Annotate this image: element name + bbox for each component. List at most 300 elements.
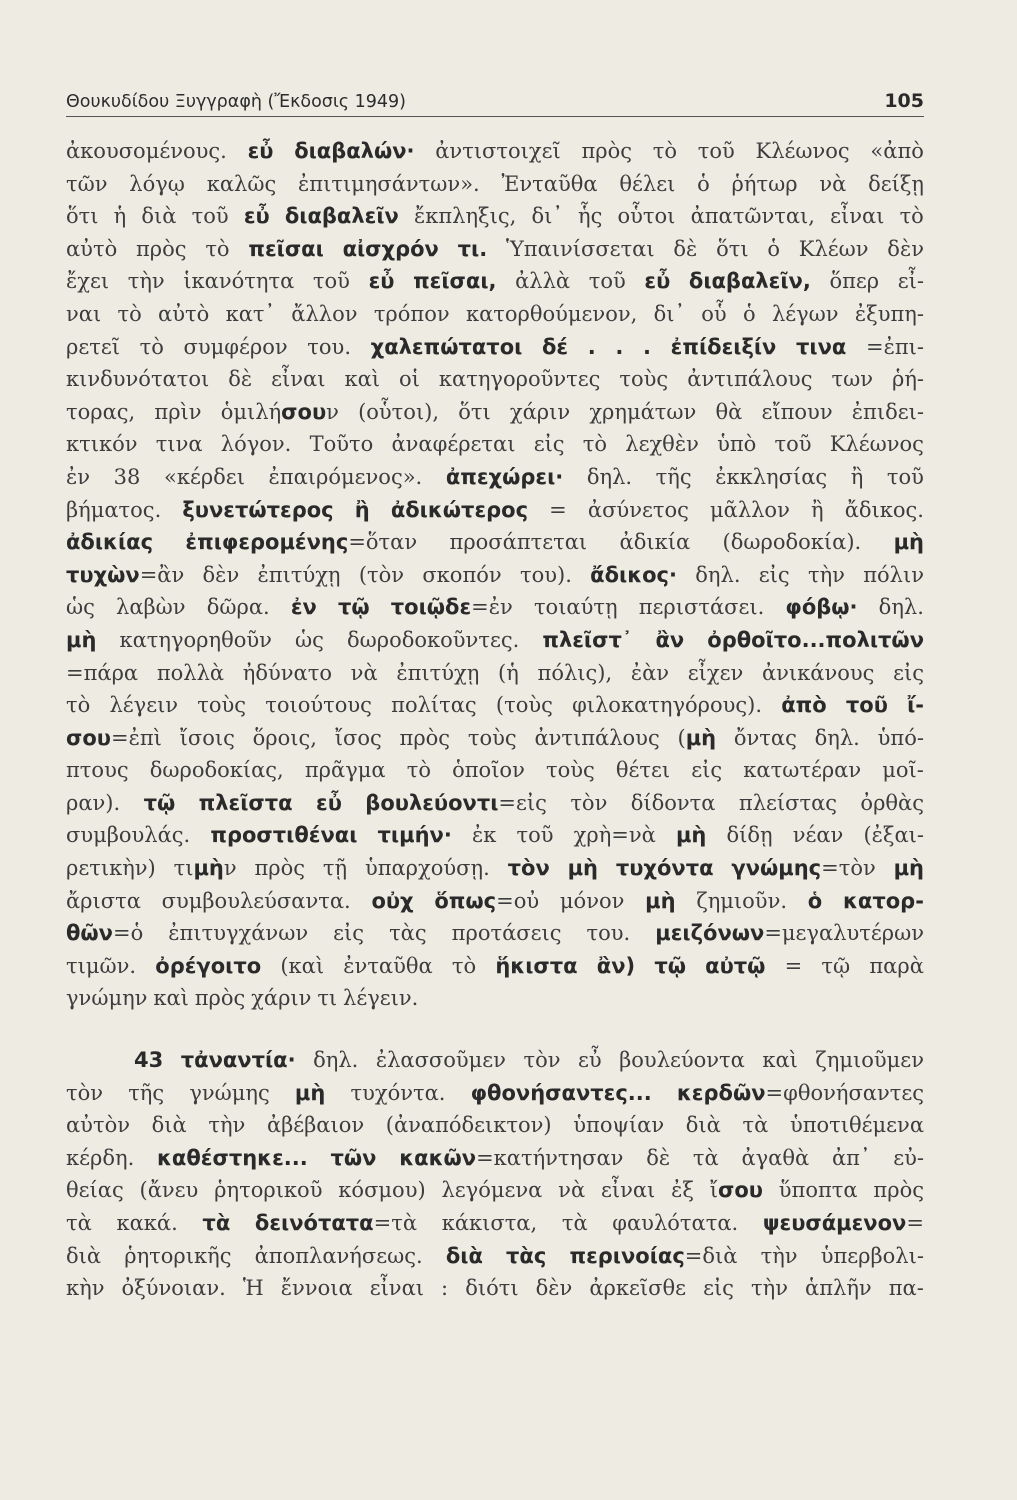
word: τὸ [652,139,678,163]
word: των [831,367,873,392]
word [643,331,651,364]
lemma-term: ἀπεχώρει· [445,464,564,489]
word: τοιούτους [265,693,372,718]
word: παρὰ [869,953,924,978]
text-line [66,298,924,331]
word: διὰ [151,1113,187,1138]
lemma-term: τοιῷδε [390,595,472,620]
lemma-term: τὰς [506,1243,547,1268]
word: τρόπον [373,301,450,326]
word: = [784,953,803,978]
word: κινδυνότατοι [66,367,210,392]
word [371,331,523,364]
word: ὑπερβολι- [820,1243,924,1268]
word [597,950,635,983]
word: ὡς [295,627,324,652]
word: ἐὰν [630,660,670,685]
word: δὲν [535,1276,573,1301]
word: εἶναι [830,204,885,229]
word: χάριν [251,986,312,1011]
lemma-term: . [587,334,596,359]
word: ἀσύνετος [587,497,689,522]
word: 38 [113,464,141,489]
lemma-term: ἀδικίας [66,530,154,555]
word: ἀδικία [619,530,691,555]
word [689,265,811,298]
word: τὴν [208,1113,246,1138]
lemma-term: ἐν [290,595,317,620]
word: κατ᾽ [225,301,275,326]
word: ἀντιπάλους [534,725,660,750]
lemma-term: κακῶν [399,1145,477,1170]
word: Ὑπαινίσσεται [505,236,655,261]
word: καὶ [762,1048,798,1073]
word [506,1240,546,1273]
word: ὑποτιθέμενα [789,1113,924,1138]
word [355,494,370,527]
word: τῇ [322,856,348,881]
word: τὸ [66,693,91,718]
commentary-text [66,135,924,1305]
word [808,885,822,918]
word: τὰ [561,1211,588,1235]
word: ἐξ [671,1178,694,1203]
word: ὑπαρχούσῃ. [364,856,490,881]
word: τῶν [66,171,108,196]
word: (ἄνευ [139,1178,199,1203]
text-line [66,754,924,787]
word: τιμῶν. [66,953,137,978]
text-line [66,624,924,657]
word [894,526,924,559]
word: θέτει [615,758,671,783]
lemma-term: διαβαλεῖν, [688,269,811,294]
word: φιλοκατηγόρους). [572,693,763,718]
word: του. [307,334,351,359]
lemma-term: διαβαλεῖν [284,204,399,229]
word: ὡς [66,595,95,620]
word: ὅροις, [252,725,317,750]
lemma-term: ἀδικώτερος [390,497,529,522]
word: νέαν [792,823,844,848]
lemma-term: τἀναντία· [180,1048,296,1073]
lemma-term: κερδῶν [676,1080,766,1105]
word: πρᾶγμα [304,758,386,783]
word [542,331,568,364]
word: ἠδύνατο [242,660,332,685]
word: Κλέωνος [755,139,850,163]
word: κερδῶν=φθονήσαντες [676,1080,924,1105]
word: του). [519,562,572,587]
word: (τοὺς [495,693,553,718]
word: τὰς [389,921,427,946]
word: δι᾽ [531,204,563,229]
word: ἐπιτιμησάντων». [298,171,480,196]
lemma-term: εὖ [644,269,671,294]
word: τὴν [127,269,165,294]
lemma-term: περινοίας [569,1243,685,1268]
word: ἀγαθὰ [741,1145,810,1170]
text-line [66,396,924,429]
lemma-term: τῶν [330,1145,377,1170]
word: τὸ [205,236,230,261]
lemma-term: πλεῖστα [198,790,293,815]
word: (ἡ [498,660,519,685]
word: τὸ [451,953,477,978]
word: κατορθούμενον, [465,301,638,326]
word [671,331,777,364]
word: ἴσου [709,1178,763,1203]
word: καὶ [153,986,189,1011]
lemma-term: εὖ [243,204,270,229]
word: τῷ [821,953,851,978]
word: δὲ [673,236,698,261]
page-number: 105 [884,90,924,112]
word: (τὸν [358,562,405,587]
word: κὴν [66,1276,105,1301]
lemma-term: ὅπως [434,888,497,913]
lemma-term: εὖ [247,139,274,163]
lemma-term: πεῖσαι, [413,269,497,294]
word: Ἡ [242,1276,264,1301]
word: πρὸς [194,986,246,1011]
lemma-term: ὀρέγοιτο [155,953,262,978]
word: ζημιοῦμεν [815,1048,924,1073]
word: πόλις), [537,660,613,685]
lemma-term: οὐχ [371,888,414,913]
word [781,689,826,722]
word: διὰ [141,204,177,229]
word: λεγόμενα [441,1178,543,1203]
text-line [66,1240,924,1273]
word: ἄδικος. [844,497,924,522]
word [495,950,577,983]
word: δωροδοκοῦντες. [346,627,520,652]
lemma-term: διὰ [445,1243,483,1268]
word: βουλεύοντι=εἰς [365,790,547,815]
word: ὁ [742,301,756,326]
word: κατηγοροῦντες [438,367,601,392]
word [244,200,270,233]
word: : [441,1276,449,1301]
lemma-term: ἴ- [907,693,924,718]
word: ἐπιφερομένης=ὅταν [185,530,418,555]
word: τὰ [66,1211,92,1235]
word: ἀβέβαιον [266,1113,365,1138]
lemma-term: θῶν [66,921,113,946]
word: δίδῃ [726,823,773,848]
word: ὑποψίαν [573,1113,665,1138]
word: κατωτέραν [743,758,862,783]
lemma-term: σου [717,1178,763,1203]
word [654,950,686,983]
word: ἀρκεῖσθε [589,1276,686,1301]
text-line [66,1174,924,1207]
lemma-term: μὴ [294,1080,326,1105]
word [907,689,924,722]
word: ὑπό- [877,725,924,750]
word [705,950,765,983]
word: τι [317,986,338,1011]
running-header [66,90,924,112]
lemma-term: ὀρθοῖτο...πολιτῶν [707,627,924,652]
word: Κλέωνος [829,432,924,457]
word: ζημιοῦν. [696,888,788,913]
text-line [66,494,924,527]
word: συμβουλάς. [66,823,191,848]
lemma-term: ἥκιστα [495,953,578,978]
word: δηλ. [695,562,741,587]
text-line [66,331,924,364]
word: τοὺς [545,758,595,783]
word: ὁ [767,236,780,261]
word [66,624,96,657]
word [157,1142,308,1175]
word: κάκιστα, [441,1211,538,1235]
word: ἧς [578,204,603,229]
lemma-term: ὁ [807,888,823,913]
word: ἐν [66,464,91,489]
lemma-term: ἀπὸ [781,693,827,718]
word: εὐ- [893,1145,924,1170]
word: πρὶν [154,399,202,424]
word: ἢ [850,464,864,489]
word: ὅπως=οὐ [434,888,540,913]
lemma-term: μὴ [675,823,707,848]
word: λόγῳ [129,171,185,196]
word: ραν). [66,790,121,815]
word: τὸ [582,432,608,457]
word: πόλιν [863,562,924,587]
word: ἐπιτύχῃ [396,660,480,685]
text-line [66,982,924,1015]
word: ἐπιδει- [851,399,924,424]
word: (μὴ [677,725,717,750]
word: πα- [888,1276,924,1301]
word [843,885,924,918]
word: αὐτὸν [66,1113,130,1138]
lemma-term: τῷ [654,953,686,978]
word [202,1207,230,1240]
word: θέλει [619,171,676,196]
word [338,591,370,624]
word: ἢ [810,497,824,522]
word: τοῦ [697,139,735,163]
word [391,494,528,527]
word [316,787,342,820]
word [588,331,596,364]
lemma-term: μὴ [66,627,97,652]
word: νὰ [819,171,847,196]
word: θείας [66,1178,124,1203]
word: συμφέρον [183,334,288,359]
word: τοῦ [312,269,350,294]
lemma-term: μὴ [685,725,717,750]
word [707,624,924,657]
word: νὰ [350,660,378,685]
word: λαβὼν [116,595,186,620]
word [846,689,888,722]
lemma-term: διαβαλών· [294,139,415,163]
word [471,1077,652,1110]
word: Τοῦτο [309,432,374,457]
word: τὸ [406,758,431,783]
word: εἶχεν [687,660,744,685]
word: ναι [66,301,102,326]
word: ἀντιστοιχεῖ [435,139,561,163]
word [371,885,413,918]
word: τὸν [523,1048,561,1073]
word: δῶρα. [206,595,270,620]
text-line [66,885,924,918]
word: κακά. [116,1211,178,1235]
word [508,852,550,885]
word: συμβουλεύσαντα. [161,888,351,913]
word: =ἐπι- [866,334,924,359]
word: ἄριστα [66,888,141,913]
lemma-term: ἢ [354,497,370,522]
text-line [66,852,924,885]
word: Κλέων [798,236,869,261]
word: ἀνικάνους [761,660,875,685]
word [210,819,357,852]
word: τυχόντα. [350,1080,446,1105]
word: χρὴ=νὰ [573,823,656,848]
word: εὖ [577,1048,602,1073]
word [155,950,261,983]
word: ἀπ᾽ [831,1145,871,1170]
word: ἡ [113,204,127,229]
word: αὐτὸ [66,236,118,261]
lemma-term: δέ [541,334,569,359]
lemma-term: μὴ [193,856,224,881]
word: = [549,497,567,522]
lemma-term: τοῦ [845,693,888,718]
word: ἀκουσομένους. [66,139,227,163]
word [294,135,414,168]
word: (δωροδοκία). [722,530,862,555]
word: κέρδη. [66,1145,135,1170]
word: δὲν [887,236,924,261]
word: φαυλότατα. [612,1211,739,1235]
word: εἶναι [369,1276,424,1301]
lemma-term: προστιθέναι [210,823,358,848]
lemma-term: χαλεπώτατοι [370,334,523,359]
word [568,852,598,885]
word [66,526,153,559]
word [199,787,293,820]
word: ῥήτωρ [731,171,798,196]
word: ἴσος [334,725,382,750]
word: Ἐνταῦθα [501,171,598,196]
word: (ἐξαι- [863,823,924,848]
word: οἱ [399,367,420,392]
lemma-term: τῷ [337,595,370,620]
text-line [66,1109,924,1142]
word: τοῦ [191,204,229,229]
text-line [66,657,924,690]
word: ὑπὸ [717,432,757,457]
word: τὰ [692,1145,719,1170]
word: πολλὰ [156,660,225,685]
word: γνώμην [66,986,148,1011]
word: εἰς [691,758,723,783]
word [676,819,706,852]
lemma-term: αὐτῷ [705,953,766,978]
word: προτάσεις [451,921,562,946]
word: ὅπερ [829,269,880,294]
lemma-term: φθονήσαντες... [470,1080,652,1105]
word: ἴσοις [179,725,235,750]
word: τοῦ [588,269,626,294]
word: εἰς [533,432,565,457]
word: ἱκανότητα [183,269,295,294]
text-line [66,591,924,624]
word: διότι [465,1276,519,1301]
word: εἶναι [600,1178,656,1203]
word: τιμὴν [173,856,237,881]
text-line [66,950,924,983]
word: βουλεύοντα [619,1048,745,1073]
word: τοὺς [619,367,669,392]
word: κόσμου) [338,1178,426,1203]
word: ἀποπλανήσεως. [254,1243,423,1268]
text-line [66,787,924,820]
text-line [66,200,924,233]
word: εἰς [703,1276,734,1301]
lemma-term: πλεῖστ᾽ [542,627,633,652]
word: τὸ [139,334,164,359]
word: ἀντιπάλους [687,367,813,392]
word: τοῦ [886,464,924,489]
word: ἐπιτύχῃ [257,562,341,587]
word: τυχὼν=ἂν [66,562,185,587]
lemma-term: γνώμης [731,856,822,881]
word: τὴν [751,1276,788,1301]
word: ἐπαιρόμενος». [268,464,423,489]
lemma-term: σου [66,725,111,750]
lemma-term: 43 [134,1048,164,1073]
word: γνώμης [189,1080,270,1105]
word: ψευσάμενον= [762,1211,924,1235]
word: εἰς [758,562,790,587]
lemma-term: βουλεύοντι [365,790,499,815]
word [616,852,714,885]
word: ἐκ [471,823,497,848]
lemma-term: ξυνετώτερος [182,497,334,522]
word: ἔννοια [280,1276,353,1301]
word: ὅτι [458,399,491,424]
word [248,233,323,266]
word: δωροδοκίας, [149,758,284,783]
word: ἀλλὰ [515,269,571,294]
text-line [66,428,924,461]
word [369,265,395,298]
word: κατηγορηθοῦν [119,627,272,652]
word: πρὸς [135,236,187,261]
word [343,233,439,266]
text-line [66,1142,924,1175]
lemma-term: τιμήν· [377,823,452,848]
word [378,819,452,852]
word: ῥή- [891,367,924,392]
word [446,461,563,494]
word: εἴπουν [761,399,833,424]
text-line [66,168,924,201]
lemma-term: . [643,334,652,359]
word: διὰ [66,1243,102,1268]
word: πρὸς [581,139,633,163]
